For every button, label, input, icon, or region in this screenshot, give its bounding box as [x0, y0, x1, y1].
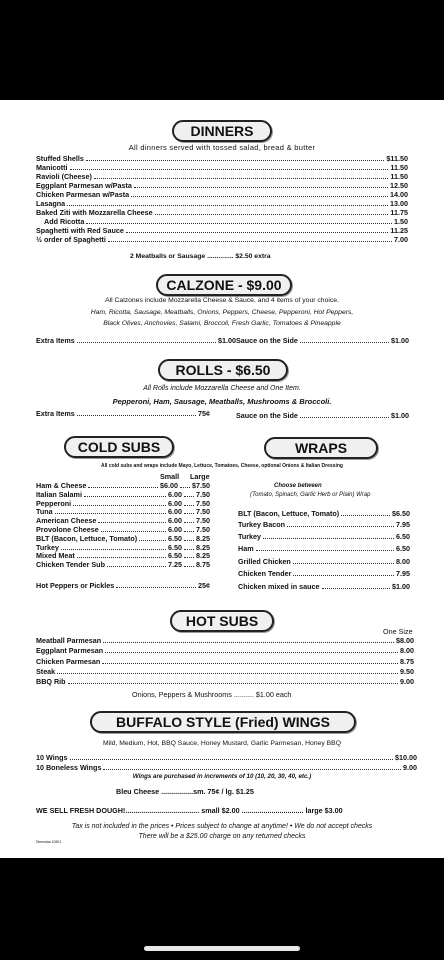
- calzone-subtitle: All Calzones include Mozzarella Cheese & Sauce, and 4 items of your choice.: [105, 297, 339, 304]
- wings-sauces: Mild, Medium, Hot, BBQ Sauce, Honey Mustard, Garlic Parmesan, Honey BBQ: [103, 740, 341, 747]
- calzone-heading: CALZONE - $9.00: [156, 274, 292, 296]
- dinner-item: Stuffed Shells $11.50: [36, 154, 408, 163]
- wraps-choose-line1: Choose between: [274, 483, 322, 489]
- cold-subs-heading: COLD SUBS: [64, 436, 174, 458]
- wings-heading: BUFFALO STYLE (Fried) WINGS: [90, 711, 356, 733]
- cold-sub-item: Tuna 6.00 7.50: [36, 507, 210, 517]
- footer-line2: There will be a $25.00 charge on any returned checks: [138, 833, 306, 840]
- wing-item: 10 Boneless Wings 9.00: [36, 763, 417, 772]
- wrap-item: Chicken mixed in sauce $1.00: [238, 582, 410, 591]
- wrap-item: BLT (Bacon, Lettuce, Tomato) $6.50: [238, 509, 410, 518]
- cold-subs-note: All cold subs and wraps include Mayo, Lettuce, Tomatoes, Cheese, optional Onions & Italian Dressing: [101, 463, 343, 469]
- dinner-item: Ravioli (Cheese) 11.50: [36, 172, 408, 181]
- hot-sub-item: BBQ Rib 9.00: [36, 677, 414, 687]
- footer-line1: Tax is not included in the prices • Prices subject to change at anytime! • We do not accept checks: [71, 823, 373, 830]
- calzone-toppings-line2: Black Olives, Anchovies, Salami, Broccoli, Fresh Garlic, Tomatoes & Pineapple: [103, 320, 341, 327]
- cold-sub-item: Chicken Tender Sub 7.25 8.75: [36, 560, 210, 570]
- wrap-item: Turkey Bacon 7.95: [238, 520, 410, 529]
- hot-sub-item: Eggplant Parmesan 8.00: [36, 646, 414, 656]
- cold-sub-item: Ham & Cheese $6.00 $7.50: [36, 481, 210, 490]
- dinner-item: Chicken Parmesan w/Pasta 14.00: [36, 190, 408, 199]
- fresh-dough: WE SELL FRESH DOUGH!..................................... small $2.00 ............................... large $3.00: [36, 806, 343, 815]
- cold-sub-item: Pepperoni 6.00 7.50: [36, 498, 210, 508]
- cold-sub-item: Italian Salami 6.00 7.50: [36, 489, 210, 499]
- bleu-cheese: Bleu Cheese ................sm. 75¢ / lg. $1.25: [116, 787, 254, 796]
- wrap-item: Turkey 6.50: [238, 532, 410, 541]
- wraps-choose-line2: (Tomato, Spinach, Garlic Herb or Plain) Wrap: [250, 492, 371, 498]
- hot-subs-size-label: One Size: [383, 627, 413, 636]
- home-indicator[interactable]: [144, 946, 300, 951]
- cold-subs-extra: Hot Peppers or Pickles 25¢: [36, 581, 210, 590]
- dinners-extra: 2 Meatballs or Sausage .............. $2.50 extra: [130, 253, 271, 260]
- hot-subs-extra: Onions, Peppers & Mushrooms .......... $1.00 each: [132, 690, 292, 699]
- rolls-items: Pepperoni, Ham, Sausage, Meatballs, Mushrooms & Broccoli.: [112, 397, 332, 406]
- dinner-item: Manicotti 11.50: [36, 163, 408, 172]
- hot-sub-item: Meatball Parmesan $8.00: [36, 636, 414, 645]
- dinner-item: Add Ricotta 1.50: [44, 217, 408, 226]
- rolls-extra-items: Extra Items 75¢: [36, 409, 210, 418]
- wraps-heading: WRAPS: [264, 437, 378, 459]
- dinner-item: Spaghetti with Red Sauce 11.25: [36, 226, 408, 235]
- calzone-toppings-line1: Ham, Ricotta, Sausage, Meatballs, Onions, Peppers, Cheese, Pepperoni, Hot Peppers,: [90, 309, 354, 316]
- wing-item: 10 Wings $10.00: [36, 753, 417, 762]
- dinners-subtitle: All dinners served with tossed salad, bread & butter: [128, 143, 316, 152]
- cold-sub-item: American Cheese 6.00 7.50: [36, 516, 210, 526]
- dinner-item: Lasagna 13.00: [36, 199, 408, 208]
- wrap-item: Grilled Chicken 8.00: [238, 557, 410, 566]
- cold-subs-large-header: Large: [190, 472, 210, 481]
- calzone-sauce-side: Sauce on the Side $1.00: [236, 336, 409, 345]
- dinner-item: ½ order of Spaghetti 7.00: [36, 235, 408, 244]
- wings-increments: Wings are purchased in increments of 10 (10, 20, 30, 40, etc.): [132, 773, 312, 780]
- cold-sub-item: Turkey 6.50 8.25: [36, 542, 210, 552]
- hot-subs-heading: HOT SUBS: [170, 610, 274, 632]
- hot-sub-item: Chicken Parmesan 8.75: [36, 656, 414, 666]
- menu-page: [0, 100, 444, 858]
- rolls-heading: ROLLS - $6.50: [158, 359, 288, 381]
- hot-sub-item: Steak 9.50: [36, 666, 414, 676]
- footer-code: Dimeolas 10501: [36, 840, 62, 844]
- dinner-item: Eggplant Parmesan w/Pasta 12.50: [36, 181, 408, 190]
- cold-sub-item: Mixed Meat 6.50 8.25: [36, 551, 210, 561]
- dinners-heading: DINNERS: [172, 120, 272, 142]
- wrap-item: Chicken Tender 7.95: [238, 569, 410, 578]
- rolls-subtitle: All Rolls include Mozzarella Cheese and One Item.: [143, 385, 301, 392]
- rolls-sauce-side: Sauce on the Side $1.00: [236, 411, 409, 420]
- cold-subs-small-header: Small: [160, 472, 180, 481]
- cold-sub-item: Provolone Cheese 6.00 7.50: [36, 525, 210, 534]
- cold-sub-item: BLT (Bacon, Lettuce, Tomato) 6.50 8.25: [36, 533, 210, 543]
- wrap-item: Ham 6.50: [238, 544, 410, 553]
- dinner-item: Baked Ziti with Mozzarella Cheese 11.75: [36, 208, 408, 217]
- calzone-extra-items: Extra Items $1.00: [36, 336, 236, 345]
